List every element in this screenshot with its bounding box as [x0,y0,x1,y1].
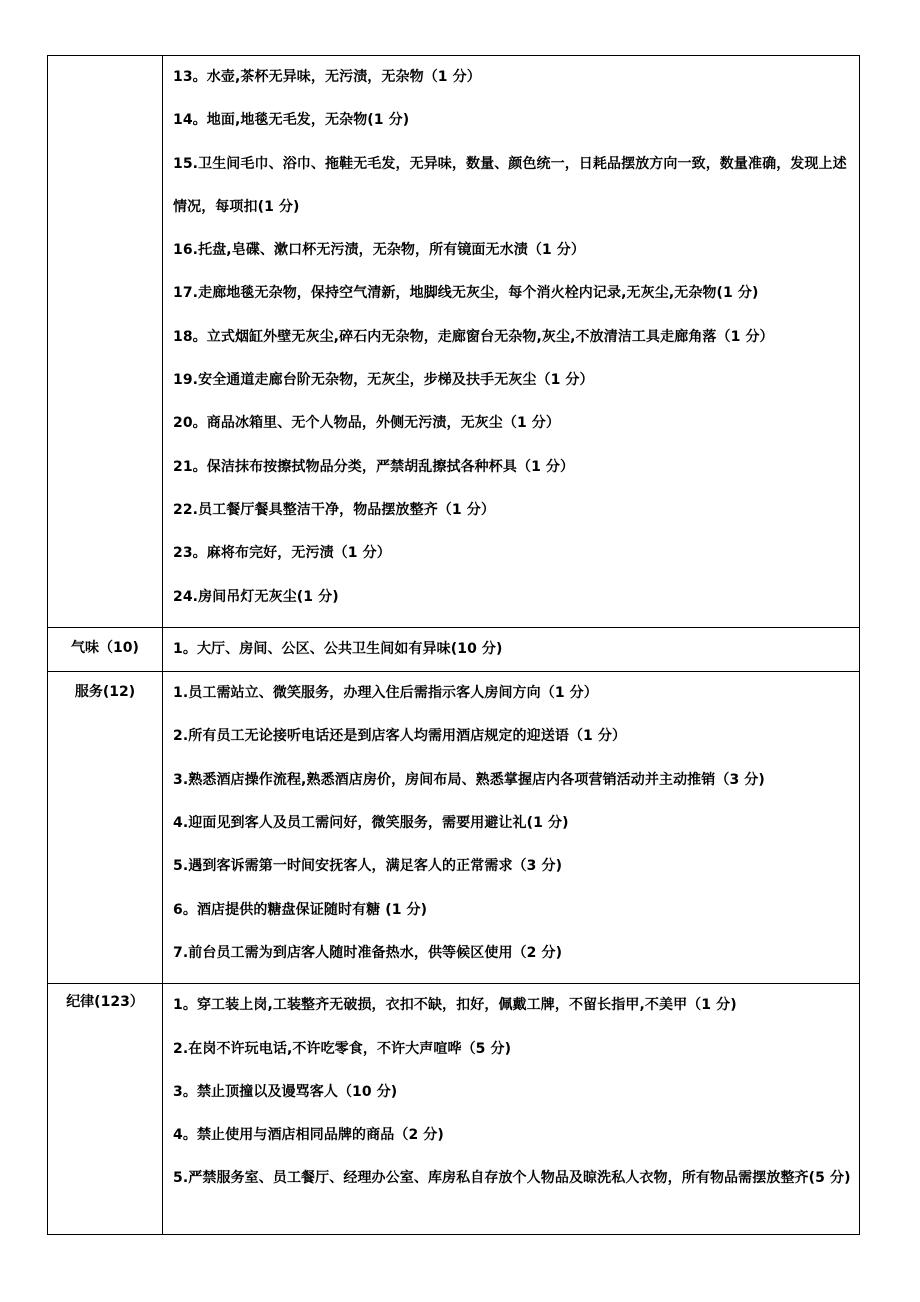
list-item: 1.员工需站立、微笑服务，办理入住后需指示客人房间方向（1 分） [173,685,598,702]
table-row-cleaning-continued [48,56,860,628]
list-item: 13。水壶,茶杯无异味，无污渍，无杂物（1 分） [173,69,481,85]
list-item: 16.托盘,皂碟、漱口杯无污渍，无杂物，所有镜面无水渍（1 分） [173,242,585,259]
list-item: 3.熟悉酒店操作流程,熟悉酒店房价，房间布局、熟悉掌握店内各项营销活动并主动推销（3 分) [173,771,765,788]
list-item: 15.卫生间毛巾、浴巾、拖鞋无毛发，无异味，数量、颜色统一，日耗品摆放方向一致，数量准确，发现上述情况，每项扣(1 分) [173,155,847,215]
category-cell-smell: 气味（10) [48,627,163,671]
category-cell-discipline: 纪律(123） [48,984,163,1235]
table-row-discipline [48,984,860,1235]
list-item: 1。大厅、房间、公区、公共卫生间如有异味(10 分) [173,640,503,657]
list-item: 19.安全通道走廊台阶无杂物，无灰尘，步梯及扶手无灰尘（1 分） [173,372,594,389]
list-item: 17.走廊地毯无杂物，保持空气清新，地脚线无灰尘，每个消火栓内记录,无灰尘,无杂物(1 分) [173,285,759,302]
list-item: 23。麻将布完好，无污渍（1 分） [173,545,391,562]
items-cell [163,672,860,984]
table-row-service [48,672,860,984]
list-item: 18。立式烟缸外壁无灰尘,碎石内无杂物，走廊窗台无杂物,灰尘,不放清洁工具走廊角落（1 分） [173,328,774,345]
list-item: 22.员工餐厅餐具整洁干净，物品摆放整齐（1 分） [173,501,495,518]
items-cell [163,56,860,628]
table-row-smell [48,627,860,671]
category-cell-service: 服务(12) [48,672,163,984]
list-item: 1。穿工装上岗,工装整齐无破损，衣扣不缺，扣好，佩戴工牌，不留长指甲,不美甲（1 分) [173,997,737,1014]
list-item: 7.前台员工需为到店客人随时准备热水，供等候区使用（2 分) [173,944,563,961]
list-item: 24.房间吊灯无灰尘(1 分) [173,588,339,605]
list-item: 6。酒店提供的糖盘保证随时有糖 (1 分) [173,901,428,918]
list-item: 2.在岗不许玩电话,不许吃零食，不许大声喧哗（5 分) [173,1040,512,1057]
list-item: 4。禁止使用与酒店相同品牌的商品（2 分) [173,1127,444,1144]
list-item: 5.遇到客诉需第一时间安抚客人，满足客人的正常需求（3 分) [173,858,563,875]
list-item: 21。保洁抹布按擦拭物品分类，严禁胡乱擦拭各种杯具（1 分） [173,458,575,475]
list-item: 5.严禁服务室、员工餐厅、经理办公室、库房私自存放个人物品及晾洗私人衣物，所有物品需摆放整齐(5 分) [173,1170,851,1187]
items-cell [163,984,860,1235]
items-cell [163,627,860,671]
list-item: 14。地面,地毯无毛发，无杂物(1 分) [173,112,410,129]
list-item: 2.所有员工无论接听电话还是到店客人均需用酒店规定的迎送语（1 分） [173,728,627,745]
list-item: 20。商品冰箱里、无个人物品，外侧无污渍，无灰尘（1 分） [173,415,560,432]
inspection-standards-table [47,55,860,1235]
list-item: 3。禁止顶撞以及谩骂客人（10 分) [173,1083,398,1100]
list-item: 4.迎面见到客人及员工需问好，微笑服务，需要用避让礼(1 分) [173,815,569,832]
category-cell [48,56,163,628]
